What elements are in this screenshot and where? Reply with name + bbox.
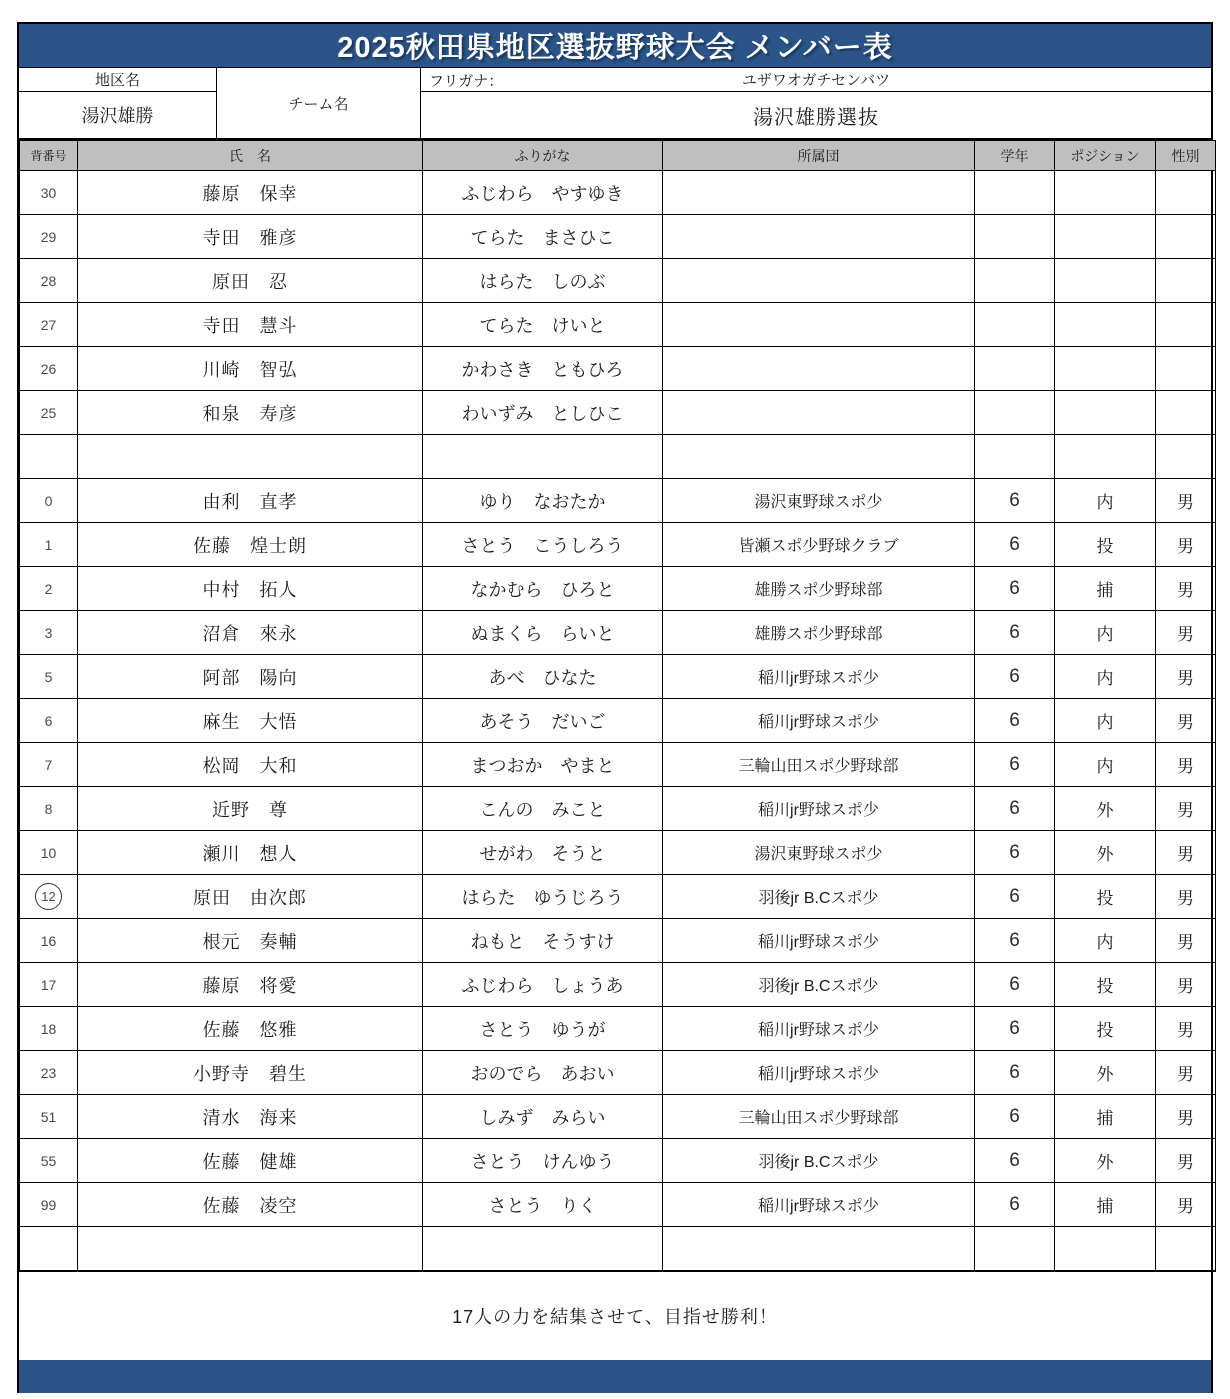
player-grade bbox=[975, 303, 1055, 347]
jersey-number: 23 bbox=[40, 1064, 57, 1081]
jersey-number: 99 bbox=[40, 1196, 57, 1213]
player-club: 雄勝スポ少野球部 bbox=[663, 611, 975, 655]
jersey-number: 27 bbox=[40, 316, 57, 333]
player-name: 佐藤 凌空 bbox=[78, 1183, 423, 1227]
table-row bbox=[20, 1007, 1216, 1051]
header-furigana: ふりがな bbox=[423, 141, 663, 171]
player-position: 外 bbox=[1055, 787, 1156, 831]
player-position: 内 bbox=[1055, 655, 1156, 699]
player-furigana: さとう ゆうが bbox=[423, 1007, 663, 1051]
player-gender: 男 bbox=[1156, 479, 1216, 523]
header-position: ポジション bbox=[1055, 141, 1156, 171]
jersey-number-cell bbox=[20, 523, 78, 567]
jersey-number: 28 bbox=[40, 272, 57, 289]
jersey-number: 6 bbox=[44, 712, 53, 729]
jersey-number-cell bbox=[20, 479, 78, 523]
player-grade: 6 bbox=[975, 831, 1055, 875]
jersey-number: 29 bbox=[40, 228, 57, 245]
jersey-number-cell bbox=[20, 215, 78, 259]
player-name: 清水 海来 bbox=[78, 1095, 423, 1139]
player-furigana: てらた けいと bbox=[423, 303, 663, 347]
player-position bbox=[1055, 259, 1156, 303]
player-gender bbox=[1156, 347, 1216, 391]
player-position: 内 bbox=[1055, 611, 1156, 655]
player-club: 雄勝スポ少野球部 bbox=[663, 567, 975, 611]
player-furigana: あべ ひなた bbox=[423, 655, 663, 699]
player-club: 稲川jr野球スポ少 bbox=[663, 655, 975, 699]
player-club: 羽後jr B.Cスポ少 bbox=[663, 875, 975, 919]
player-gender: 男 bbox=[1156, 875, 1216, 919]
jersey-number: 30 bbox=[40, 184, 57, 201]
player-name: 中村 拓人 bbox=[78, 567, 423, 611]
player-grade: 6 bbox=[975, 1007, 1055, 1051]
jersey-number-cell bbox=[20, 963, 78, 1007]
table-row bbox=[20, 919, 1216, 963]
player-furigana: なかむら ひろと bbox=[423, 567, 663, 611]
table-row bbox=[20, 1095, 1216, 1139]
player-name: 由利 直孝 bbox=[78, 479, 423, 523]
player-grade: 6 bbox=[975, 875, 1055, 919]
player-position bbox=[1055, 1227, 1156, 1271]
jersey-number: 51 bbox=[40, 1108, 57, 1125]
table-row bbox=[20, 699, 1216, 743]
player-club bbox=[663, 435, 975, 479]
player-grade: 6 bbox=[975, 479, 1055, 523]
player-grade: 6 bbox=[975, 1183, 1055, 1227]
jersey-number-cell bbox=[20, 831, 78, 875]
player-position: 内 bbox=[1055, 699, 1156, 743]
jersey-number: 25 bbox=[40, 404, 57, 421]
player-grade bbox=[975, 391, 1055, 435]
player-furigana: かわさき ともひろ bbox=[423, 347, 663, 391]
player-gender: 男 bbox=[1156, 655, 1216, 699]
player-furigana: まつおか やまと bbox=[423, 743, 663, 787]
player-position: 内 bbox=[1055, 743, 1156, 787]
jersey-number-cell bbox=[20, 391, 78, 435]
player-position: 投 bbox=[1055, 963, 1156, 1007]
player-gender: 男 bbox=[1156, 611, 1216, 655]
jersey-number: 5 bbox=[44, 668, 53, 685]
player-position: 外 bbox=[1055, 831, 1156, 875]
player-grade: 6 bbox=[975, 1051, 1055, 1095]
team-name-label: チーム名 bbox=[217, 68, 421, 138]
player-gender bbox=[1156, 1227, 1216, 1271]
player-club bbox=[663, 259, 975, 303]
jersey-number-cell bbox=[20, 1051, 78, 1095]
page-title: 2025秋田県地区選抜野球大会 メンバー表 bbox=[337, 32, 893, 64]
player-name: 寺田 慧斗 bbox=[78, 303, 423, 347]
player-name: 和泉 寿彦 bbox=[78, 391, 423, 435]
player-name: 麻生 大悟 bbox=[78, 699, 423, 743]
player-furigana: はらた しのぶ bbox=[423, 259, 663, 303]
player-gender: 男 bbox=[1156, 743, 1216, 787]
player-position: 投 bbox=[1055, 875, 1156, 919]
player-grade bbox=[975, 171, 1055, 215]
jersey-number-cell bbox=[20, 743, 78, 787]
player-position: 内 bbox=[1055, 919, 1156, 963]
player-furigana: さとう こうしろう bbox=[423, 523, 663, 567]
header-jersey-number: 背番号 bbox=[20, 141, 78, 171]
jersey-number-cell bbox=[20, 875, 78, 919]
player-club: 三輪山田スポ少野球部 bbox=[663, 1095, 975, 1139]
player-grade: 6 bbox=[975, 567, 1055, 611]
player-club: 湯沢東野球スポ少 bbox=[663, 831, 975, 875]
player-name: 沼倉 來永 bbox=[78, 611, 423, 655]
table-row bbox=[20, 171, 1216, 215]
team-info-section bbox=[19, 68, 1211, 140]
player-name: 原田 忍 bbox=[78, 259, 423, 303]
roster-body bbox=[20, 171, 1216, 1271]
player-grade bbox=[975, 435, 1055, 479]
player-name: 藤原 将愛 bbox=[78, 963, 423, 1007]
player-gender: 男 bbox=[1156, 1095, 1216, 1139]
jersey-number: 8 bbox=[44, 800, 53, 817]
jersey-number: 55 bbox=[40, 1152, 57, 1169]
header-name: 氏 名 bbox=[78, 141, 423, 171]
player-position: 投 bbox=[1055, 1007, 1156, 1051]
player-gender bbox=[1156, 259, 1216, 303]
jersey-number: 0 bbox=[44, 492, 53, 509]
player-club bbox=[663, 1227, 975, 1271]
player-furigana: あそう だいご bbox=[423, 699, 663, 743]
jersey-number-cell bbox=[20, 611, 78, 655]
player-gender: 男 bbox=[1156, 567, 1216, 611]
player-position: 内 bbox=[1055, 479, 1156, 523]
jersey-number-cell bbox=[20, 347, 78, 391]
player-grade bbox=[975, 215, 1055, 259]
player-grade bbox=[975, 347, 1055, 391]
table-row bbox=[20, 1227, 1216, 1271]
player-position bbox=[1055, 303, 1156, 347]
player-gender: 男 bbox=[1156, 1007, 1216, 1051]
player-furigana: さとう けんゆう bbox=[423, 1139, 663, 1183]
player-name: 佐藤 煌士朗 bbox=[78, 523, 423, 567]
table-row bbox=[20, 743, 1216, 787]
team-furigana-row bbox=[421, 68, 1211, 92]
player-club: 稲川jr野球スポ少 bbox=[663, 919, 975, 963]
table-row bbox=[20, 215, 1216, 259]
player-name bbox=[78, 435, 423, 479]
player-grade: 6 bbox=[975, 1139, 1055, 1183]
player-grade: 6 bbox=[975, 963, 1055, 1007]
player-name: 佐藤 悠雅 bbox=[78, 1007, 423, 1051]
jersey-number-cell bbox=[20, 1183, 78, 1227]
district-label: 地区名 bbox=[19, 68, 217, 92]
player-name: 藤原 保幸 bbox=[78, 171, 423, 215]
player-grade: 6 bbox=[975, 743, 1055, 787]
player-club: 稲川jr野球スポ少 bbox=[663, 699, 975, 743]
footer-bar bbox=[19, 1360, 1211, 1393]
jersey-number: 17 bbox=[40, 976, 57, 993]
player-grade: 6 bbox=[975, 787, 1055, 831]
table-row bbox=[20, 655, 1216, 699]
table-row bbox=[20, 875, 1216, 919]
player-name: 松岡 大和 bbox=[78, 743, 423, 787]
player-furigana: ふじわら しょうあ bbox=[423, 963, 663, 1007]
jersey-number: 10 bbox=[40, 844, 57, 861]
furigana-label: フリガナ： bbox=[429, 73, 504, 90]
player-furigana: せがわ そうと bbox=[423, 831, 663, 875]
jersey-number: 2 bbox=[44, 580, 53, 597]
player-club: 稲川jr野球スポ少 bbox=[663, 1007, 975, 1051]
district-value: 湯沢雄勝 bbox=[19, 92, 217, 138]
player-name: 寺田 雅彦 bbox=[78, 215, 423, 259]
player-furigana bbox=[423, 435, 663, 479]
header-gender: 性別 bbox=[1156, 141, 1216, 171]
table-row bbox=[20, 963, 1216, 1007]
player-position: 捕 bbox=[1055, 1095, 1156, 1139]
team-message: 17人の力を結集させて、目指せ勝利！ bbox=[452, 1306, 778, 1327]
team-name-value: 湯沢雄勝選抜 bbox=[753, 106, 879, 129]
player-gender: 男 bbox=[1156, 787, 1216, 831]
jersey-number-cell bbox=[20, 787, 78, 831]
player-furigana: ゆり なおたか bbox=[423, 479, 663, 523]
player-grade: 6 bbox=[975, 699, 1055, 743]
table-row bbox=[20, 479, 1216, 523]
jersey-number-cell bbox=[20, 1095, 78, 1139]
player-club: 羽後jr B.Cスポ少 bbox=[663, 963, 975, 1007]
jersey-number-cell bbox=[20, 171, 78, 215]
jersey-number: 3 bbox=[44, 624, 53, 641]
jersey-number-cell bbox=[20, 699, 78, 743]
player-club: 皆瀬スポ少野球クラブ bbox=[663, 523, 975, 567]
header-club: 所属団 bbox=[663, 141, 975, 171]
jersey-number: 16 bbox=[40, 932, 57, 949]
table-row bbox=[20, 523, 1216, 567]
jersey-number: 18 bbox=[40, 1020, 57, 1037]
player-club: 羽後jr B.Cスポ少 bbox=[663, 1139, 975, 1183]
player-name: 根元 奏輔 bbox=[78, 919, 423, 963]
player-name: 小野寺 碧生 bbox=[78, 1051, 423, 1095]
player-furigana: しみず みらい bbox=[423, 1095, 663, 1139]
roster-sheet bbox=[17, 22, 1213, 1393]
table-row bbox=[20, 347, 1216, 391]
player-furigana: ねもと そうすけ bbox=[423, 919, 663, 963]
table-row bbox=[20, 787, 1216, 831]
jersey-number-cell bbox=[20, 1227, 78, 1271]
player-furigana: てらた まさひこ bbox=[423, 215, 663, 259]
player-grade: 6 bbox=[975, 655, 1055, 699]
player-gender: 男 bbox=[1156, 699, 1216, 743]
player-name: 瀬川 想人 bbox=[78, 831, 423, 875]
table-row bbox=[20, 259, 1216, 303]
player-name bbox=[78, 1227, 423, 1271]
player-grade: 6 bbox=[975, 523, 1055, 567]
player-position bbox=[1055, 391, 1156, 435]
player-furigana: ぬまくら らいと bbox=[423, 611, 663, 655]
player-club: 湯沢東野球スポ少 bbox=[663, 479, 975, 523]
player-position bbox=[1055, 347, 1156, 391]
player-gender: 男 bbox=[1156, 1183, 1216, 1227]
roster-table bbox=[19, 140, 1216, 1272]
player-name: 佐藤 健雄 bbox=[78, 1139, 423, 1183]
table-row bbox=[20, 1183, 1216, 1227]
jersey-number: 7 bbox=[44, 756, 53, 773]
player-name: 原田 由次郎 bbox=[78, 875, 423, 919]
roster-header-row bbox=[20, 141, 1216, 171]
player-club: 三輪山田スポ少野球部 bbox=[663, 743, 975, 787]
player-grade: 6 bbox=[975, 1095, 1055, 1139]
player-grade: 6 bbox=[975, 919, 1055, 963]
jersey-number-cell bbox=[20, 655, 78, 699]
player-gender: 男 bbox=[1156, 963, 1216, 1007]
player-furigana bbox=[423, 1227, 663, 1271]
jersey-number-cell bbox=[20, 303, 78, 347]
player-club: 稲川jr野球スポ少 bbox=[663, 787, 975, 831]
jersey-number-cell bbox=[20, 1139, 78, 1183]
player-grade bbox=[975, 259, 1055, 303]
jersey-number: 1 bbox=[44, 536, 53, 553]
player-gender: 男 bbox=[1156, 1139, 1216, 1183]
player-position: 外 bbox=[1055, 1139, 1156, 1183]
player-furigana: わいずみ としひこ bbox=[423, 391, 663, 435]
player-position bbox=[1055, 215, 1156, 259]
jersey-number-cell bbox=[20, 567, 78, 611]
jersey-number-cell bbox=[20, 259, 78, 303]
player-club: 稲川jr野球スポ少 bbox=[663, 1051, 975, 1095]
jersey-number: 26 bbox=[40, 360, 57, 377]
player-furigana: はらた ゆうじろう bbox=[423, 875, 663, 919]
player-gender: 男 bbox=[1156, 1051, 1216, 1095]
table-row bbox=[20, 1139, 1216, 1183]
player-position: 投 bbox=[1055, 523, 1156, 567]
player-club bbox=[663, 347, 975, 391]
table-row bbox=[20, 567, 1216, 611]
table-row bbox=[20, 831, 1216, 875]
player-gender bbox=[1156, 435, 1216, 479]
player-gender bbox=[1156, 171, 1216, 215]
player-club bbox=[663, 303, 975, 347]
player-furigana: さとう りく bbox=[423, 1183, 663, 1227]
player-position: 外 bbox=[1055, 1051, 1156, 1095]
player-name: 川崎 智弘 bbox=[78, 347, 423, 391]
player-gender bbox=[1156, 215, 1216, 259]
table-row bbox=[20, 391, 1216, 435]
table-row bbox=[20, 435, 1216, 479]
player-gender bbox=[1156, 391, 1216, 435]
player-position: 捕 bbox=[1055, 1183, 1156, 1227]
jersey-number: 12 bbox=[35, 883, 62, 910]
player-gender: 男 bbox=[1156, 831, 1216, 875]
player-position bbox=[1055, 435, 1156, 479]
table-row bbox=[20, 303, 1216, 347]
player-gender: 男 bbox=[1156, 523, 1216, 567]
player-name: 阿部 陽向 bbox=[78, 655, 423, 699]
player-gender bbox=[1156, 303, 1216, 347]
player-position bbox=[1055, 171, 1156, 215]
header-grade: 学年 bbox=[975, 141, 1055, 171]
player-club: 稲川jr野球スポ少 bbox=[663, 1183, 975, 1227]
player-club bbox=[663, 215, 975, 259]
jersey-number-cell bbox=[20, 1007, 78, 1051]
player-furigana: おのでら あおい bbox=[423, 1051, 663, 1095]
player-club bbox=[663, 391, 975, 435]
player-name: 近野 尊 bbox=[78, 787, 423, 831]
title-bar bbox=[19, 24, 1211, 68]
player-club bbox=[663, 171, 975, 215]
jersey-number-cell bbox=[20, 919, 78, 963]
table-row bbox=[20, 1051, 1216, 1095]
team-furigana-value: ユザワオガチセンバツ bbox=[741, 72, 891, 89]
player-furigana: こんの みこと bbox=[423, 787, 663, 831]
player-position: 捕 bbox=[1055, 567, 1156, 611]
player-grade bbox=[975, 1227, 1055, 1271]
jersey-number-cell bbox=[20, 435, 78, 479]
table-row bbox=[20, 611, 1216, 655]
player-gender: 男 bbox=[1156, 919, 1216, 963]
player-furigana: ふじわら やすゆき bbox=[423, 171, 663, 215]
player-grade: 6 bbox=[975, 611, 1055, 655]
